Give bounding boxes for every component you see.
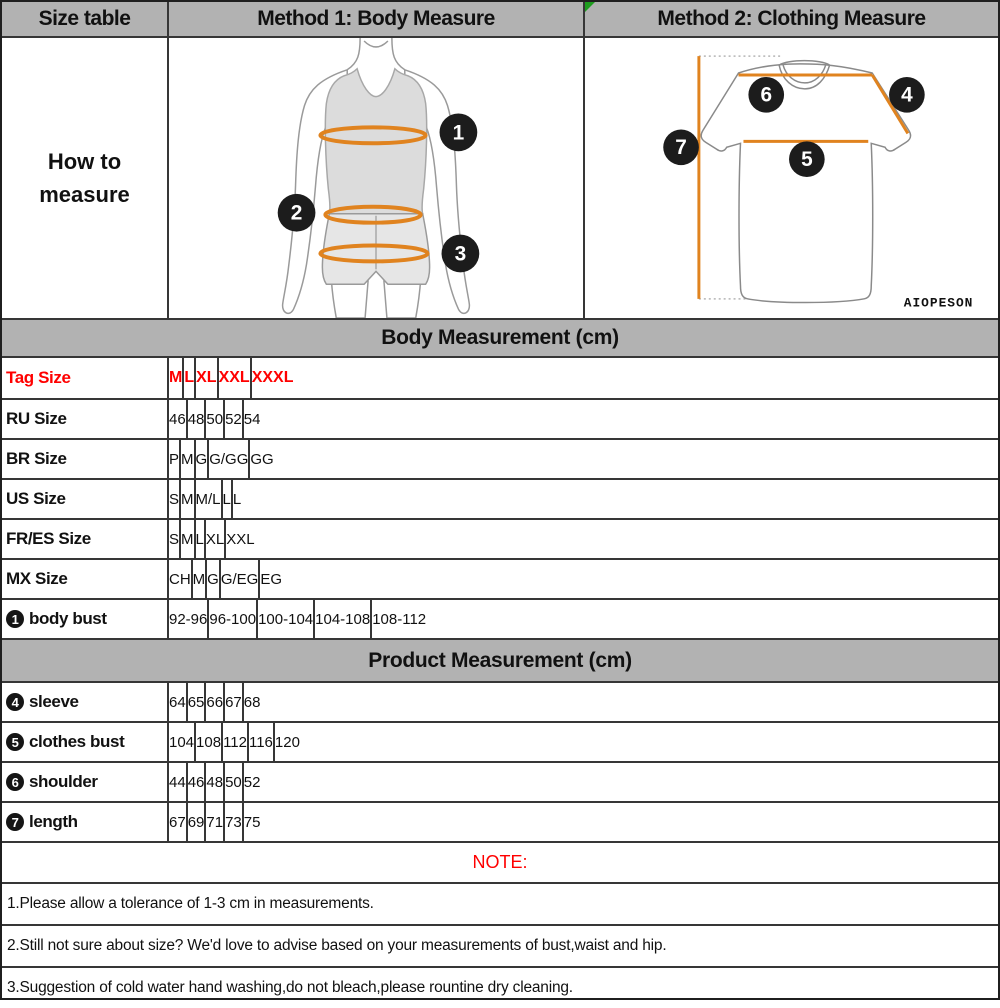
tag-size-m: M (169, 358, 184, 398)
table-row-us-size: US Size S M M/L L L (2, 480, 998, 520)
row-label: 7 length (2, 803, 169, 841)
table-row-br-size: BR Size P M G G/GG GG (2, 440, 998, 480)
method1-header: Method 1: Body Measure (169, 2, 585, 36)
svg-text:1: 1 (452, 121, 465, 145)
brand-text: AIOPESON (903, 295, 974, 311)
diagram-row (2, 38, 998, 320)
circled-4-icon: 4 (6, 693, 24, 711)
circled-7-icon: 7 (6, 813, 24, 831)
body-marker-2 (278, 194, 316, 232)
body-figure-icon (169, 38, 583, 318)
circled-5-icon: 5 (6, 733, 24, 751)
note-item-2: 2.Still not sure about size? We'd love to advise based on your measurements of bust,waist and hip. (2, 926, 998, 968)
shirt-marker-4 (889, 77, 925, 113)
row-label: MX Size (2, 560, 169, 598)
table-row-ru-size: RU Size 46 48 50 52 54 (2, 400, 998, 440)
shirt-marker-6 (748, 77, 784, 113)
circled-6-icon: 6 (6, 773, 24, 791)
row-label: 4 sleeve (2, 683, 169, 721)
table-row-clothes-bust: 5 clothes bust 104 108 112 116 120 (2, 723, 998, 763)
tag-size-row (2, 358, 998, 400)
tag-size-label: Tag Size (2, 358, 169, 398)
how-to-measure-cell (2, 38, 169, 318)
method2-header (585, 2, 998, 36)
svg-text:7: 7 (675, 136, 687, 160)
note-title: NOTE: (2, 843, 998, 884)
row-label: RU Size (2, 400, 169, 438)
body-marker-3 (442, 235, 480, 273)
tag-size-l: L (184, 358, 196, 398)
row-label: 1 body bust (2, 600, 169, 638)
row-label: US Size (2, 480, 169, 518)
svg-text:6: 6 (760, 83, 773, 107)
circled-1-icon: 1 (6, 610, 24, 628)
note-item-3: 3.Suggestion of cold water hand washing,do not bleach,please rountine dry cleaning. (7, 979, 573, 996)
body-marker-1 (440, 113, 478, 151)
shirt-marker-7 (663, 129, 699, 165)
shirt-diagram-cell (585, 38, 998, 318)
table-row-fres-size: FR/ES Size S M L XL XXL (2, 520, 998, 560)
top-header-row (2, 2, 998, 38)
row-label: BR Size (2, 440, 169, 478)
product-measurement-title: Product Measurement (cm) (2, 640, 998, 683)
note-item-1: 1.Please allow a tolerance of 1-3 cm in measurements. (2, 884, 998, 926)
method2-header-label: Method 2: Clothing Measure (657, 7, 926, 30)
tshirt-figure-icon (585, 38, 998, 318)
row-label: 5 clothes bust (2, 723, 169, 761)
svg-text:3: 3 (454, 242, 467, 266)
svg-text:5: 5 (801, 148, 813, 172)
body-measurement-title: Body Measurement (cm) (2, 320, 998, 358)
body-diagram-cell (169, 38, 585, 318)
table-row-length: 7 length 67 69 71 73 75 (2, 803, 998, 843)
svg-text:2: 2 (290, 201, 303, 225)
green-corner-icon (585, 2, 595, 12)
tag-size-xxl: XXL (219, 358, 252, 398)
table-row-shoulder: 6 shoulder 44 46 48 50 52 (2, 763, 998, 803)
tag-size-xxxl: XXXL (251, 369, 294, 386)
table-row-sleeve: 4 sleeve 64 65 66 67 68 (2, 683, 998, 723)
table-row-mx-size: MX Size CH M G G/EG EG (2, 560, 998, 600)
svg-text:4: 4 (901, 83, 913, 107)
size-table-header: Size table (2, 2, 169, 36)
how-to-measure-label: How to measure (39, 149, 130, 207)
shirt-marker-5 (789, 141, 825, 177)
row-label: FR/ES Size (2, 520, 169, 558)
tag-size-xl: XL (196, 358, 218, 398)
row-label: 6 shoulder (2, 763, 169, 801)
table-row-body-bust: 1 body bust 92-96 96-100 100-104 104-108 108-112 (2, 600, 998, 640)
